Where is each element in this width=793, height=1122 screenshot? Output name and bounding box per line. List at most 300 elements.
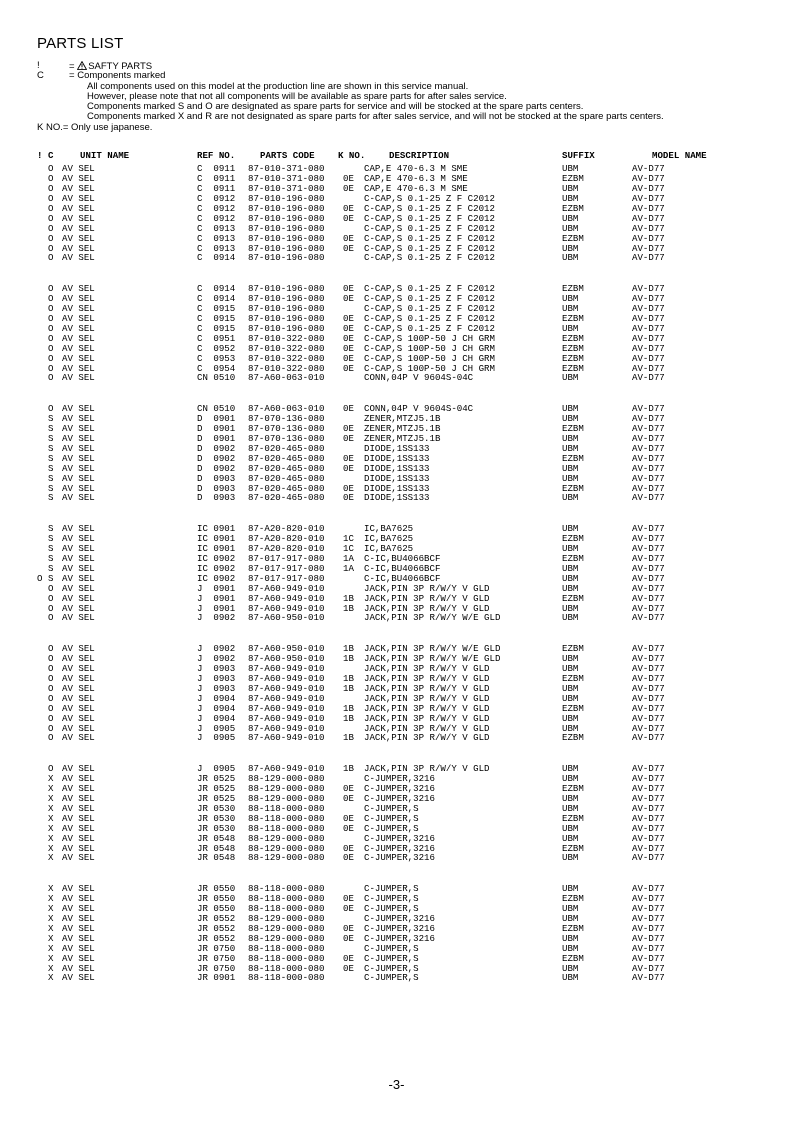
row-model-name: AV-D77 (632, 763, 665, 774)
row-class: S (48, 572, 54, 584)
row-class: O (48, 612, 54, 624)
row-parts-code: 87-010-371-080 (248, 182, 325, 194)
row-unit-name: AV SEL (62, 532, 95, 544)
row-description: JACK,PIN 3P R/W/Y V GLD (364, 702, 490, 714)
row-parts-code: 87-A20-820-010 (248, 542, 325, 554)
row-unit-name: AV SEL (62, 432, 95, 444)
row-model-name: AV-D77 (632, 523, 665, 534)
row-parts-code: 87-010-196-080 (248, 252, 325, 264)
row-suffix: UBM (562, 763, 579, 774)
header-unit-name: UNIT NAME (80, 150, 130, 161)
row-unit-name: AV SEL (62, 542, 95, 554)
row-model-name: AV-D77 (632, 772, 665, 784)
row-suffix: UBM (562, 222, 579, 234)
row-class: S (48, 422, 54, 434)
row-parts-code: 87-017-917-080 (248, 552, 325, 564)
row-ref-no: J 0904 (197, 692, 236, 704)
row-model-name: AV-D77 (632, 472, 665, 484)
row-ref-no: D 0901 (197, 412, 236, 424)
row-unit-name: AV SEL (62, 942, 95, 954)
row-ref-no: JR 0750 (197, 942, 236, 954)
table-row (0, 973, 793, 983)
row-parts-code: 87-A60-949-010 (248, 582, 325, 594)
kno-text: K NO.= Only use japanese. (37, 121, 153, 133)
row-suffix: UBM (562, 822, 579, 834)
row-model-name: AV-D77 (632, 192, 665, 204)
row-description: C-JUMPER,S (364, 822, 419, 834)
row-model-name: AV-D77 (632, 892, 665, 904)
row-suffix: EZBM (562, 332, 584, 344)
row-model-name: AV-D77 (632, 562, 665, 574)
row-suffix: UBM (562, 612, 579, 624)
row-mark: O (37, 572, 43, 584)
row-parts-code: 88-118-000-080 (248, 942, 325, 954)
row-parts-code: 87-017-917-080 (248, 572, 325, 584)
row-suffix: UBM (562, 802, 579, 814)
row-description: IC,BA7625 (364, 523, 414, 534)
row-unit-name: AV SEL (62, 562, 95, 574)
header-c: C (48, 150, 54, 161)
row-suffix: UBM (562, 432, 579, 444)
warning-triangle-icon (77, 61, 87, 70)
row-k-no: 0E (343, 452, 354, 464)
row-ref-no: JR 0550 (197, 892, 236, 904)
row-parts-code: 87-010-196-080 (248, 242, 325, 254)
row-model-name: AV-D77 (632, 782, 665, 794)
row-class: X (48, 932, 54, 944)
table-row (0, 253, 793, 263)
row-model-name: AV-D77 (632, 792, 665, 804)
row-class: X (48, 802, 54, 814)
row-suffix: EZBM (562, 172, 584, 184)
row-class: X (48, 972, 54, 984)
row-ref-no: C 0912 (197, 212, 236, 224)
row-k-no: 1B (343, 702, 354, 714)
row-description: C-JUMPER,3216 (364, 842, 435, 854)
row-unit-name: AV SEL (62, 932, 95, 944)
row-k-no: 0E (343, 202, 354, 214)
row-class: O (48, 342, 54, 354)
row-description: C-IC,BU4066BCF (364, 562, 441, 574)
row-unit-name: AV SEL (62, 352, 95, 364)
row-class: O (48, 202, 54, 214)
row-ref-no: JR 0552 (197, 922, 236, 934)
row-k-no: 0E (343, 952, 354, 964)
row-unit-name: AV SEL (62, 812, 95, 824)
row-suffix: EZBM (562, 312, 584, 324)
row-ref-no: C 0953 (197, 352, 236, 364)
row-model-name: AV-D77 (632, 883, 665, 894)
row-suffix: EZBM (562, 532, 584, 544)
row-description: C-CAP,S 0.1-25 Z F C2012 (364, 292, 495, 304)
row-ref-no: D 0903 (197, 492, 236, 504)
legend-note: However, please note that not all components will be available as spare parts for after sales service. (87, 90, 507, 102)
row-model-name: AV-D77 (632, 582, 665, 594)
row-unit-name: AV SEL (62, 482, 95, 494)
row-unit-name: AV SEL (62, 962, 95, 974)
row-unit-name: AV SEL (62, 452, 95, 464)
row-description: C-JUMPER,S (364, 802, 419, 814)
row-description: JACK,PIN 3P R/W/Y W/E GLD (364, 643, 501, 654)
row-model-name: AV-D77 (632, 682, 665, 694)
row-ref-no: J 0901 (197, 592, 236, 604)
row-class: X (48, 842, 54, 854)
row-unit-name: AV SEL (62, 852, 95, 864)
row-class: S (48, 482, 54, 494)
row-suffix: EZBM (562, 702, 584, 714)
row-model-name: AV-D77 (632, 552, 665, 564)
table-row (0, 474, 793, 484)
row-unit-name: AV SEL (62, 163, 95, 174)
row-k-no: 1B (343, 732, 354, 744)
row-class: S (48, 442, 54, 454)
row-suffix: UBM (562, 322, 579, 334)
row-suffix: UBM (562, 712, 579, 724)
row-suffix: EZBM (562, 922, 584, 934)
row-class: O (48, 212, 54, 224)
row-parts-code: 88-129-000-080 (248, 772, 325, 784)
row-class: O (48, 283, 54, 294)
row-k-no: 1B (343, 592, 354, 604)
row-parts-code: 87-010-196-080 (248, 202, 325, 214)
row-description: C-JUMPER,S (364, 972, 419, 984)
row-suffix: EZBM (562, 592, 584, 604)
row-description: CAP,E 470-6.3 M SME (364, 163, 468, 174)
row-suffix: UBM (562, 932, 579, 944)
row-ref-no: JR 0525 (197, 792, 236, 804)
row-model-name: AV-D77 (632, 432, 665, 444)
row-ref-no: JR 0552 (197, 932, 236, 944)
row-k-no: 0E (343, 232, 354, 244)
row-parts-code: 87-A60-950-010 (248, 612, 325, 624)
row-suffix: UBM (562, 962, 579, 974)
row-unit-name: AV SEL (62, 242, 95, 254)
row-parts-code: 88-129-000-080 (248, 912, 325, 924)
row-model-name: AV-D77 (632, 602, 665, 614)
row-class: O (48, 763, 54, 774)
row-model-name: AV-D77 (632, 572, 665, 584)
row-model-name: AV-D77 (632, 372, 665, 384)
row-parts-code: 87-A60-949-010 (248, 712, 325, 724)
table-row (0, 853, 793, 863)
header-ref-no: REF NO. (197, 150, 236, 161)
row-description: C-JUMPER,3216 (364, 912, 435, 924)
row-suffix: UBM (562, 682, 579, 694)
row-unit-name: AV SEL (62, 802, 95, 814)
row-k-no: 0E (343, 352, 354, 364)
row-parts-code: 88-129-000-080 (248, 782, 325, 794)
row-parts-code: 87-010-196-080 (248, 322, 325, 334)
row-unit-name: AV SEL (62, 222, 95, 234)
row-k-no: 0E (343, 362, 354, 374)
row-ref-no: J 0903 (197, 682, 236, 694)
row-ref-no: C 0914 (197, 292, 236, 304)
legend-kno-row (37, 123, 777, 133)
row-parts-code: 87-010-196-080 (248, 232, 325, 244)
row-unit-name: AV SEL (62, 342, 95, 354)
row-ref-no: J 0905 (197, 722, 236, 734)
row-description: JACK,PIN 3P R/W/Y V GLD (364, 602, 490, 614)
row-ref-no: JR 0550 (197, 902, 236, 914)
row-suffix: UBM (562, 792, 579, 804)
row-model-name: AV-D77 (632, 482, 665, 494)
row-description: IC,BA7625 (364, 542, 414, 554)
row-class: S (48, 492, 54, 504)
row-class: S (48, 472, 54, 484)
row-parts-code: 87-A60-949-010 (248, 682, 325, 694)
row-description: C-JUMPER,3216 (364, 772, 435, 784)
row-parts-code: 88-129-000-080 (248, 852, 325, 864)
row-suffix: EZBM (562, 672, 584, 684)
row-ref-no: D 0902 (197, 452, 236, 464)
row-parts-code: 87-010-322-080 (248, 332, 325, 344)
page-title: PARTS LIST (37, 35, 124, 52)
row-model-name: AV-D77 (632, 643, 665, 654)
row-suffix: UBM (562, 252, 579, 264)
row-k-no: 0E (343, 432, 354, 444)
row-k-no: 0E (343, 852, 354, 864)
row-k-no: 1B (343, 643, 354, 654)
row-ref-no: J 0903 (197, 672, 236, 684)
row-description: C-JUMPER,S (364, 952, 419, 964)
row-parts-code: 88-118-000-080 (248, 892, 325, 904)
row-unit-name: AV SEL (62, 662, 95, 674)
row-k-no: 0E (343, 283, 354, 294)
header-suffix: SUFFIX (562, 150, 595, 161)
table-row (0, 493, 793, 503)
row-model-name: AV-D77 (632, 352, 665, 364)
row-description: JACK,PIN 3P R/W/Y W/E GLD (364, 652, 501, 664)
row-suffix: UBM (562, 442, 579, 454)
row-suffix: UBM (562, 412, 579, 424)
row-ref-no: IC 0902 (197, 562, 236, 574)
row-k-no: 0E (343, 172, 354, 184)
row-model-name: AV-D77 (632, 362, 665, 374)
row-suffix: UBM (562, 942, 579, 954)
row-class: X (48, 922, 54, 934)
row-k-no: 1B (343, 602, 354, 614)
row-suffix: UBM (562, 972, 579, 984)
row-ref-no: J 0903 (197, 662, 236, 674)
row-class: O (48, 302, 54, 314)
row-class: O (48, 322, 54, 334)
row-unit-name: AV SEL (62, 712, 95, 724)
row-ref-no: J 0902 (197, 652, 236, 664)
row-class: O (48, 712, 54, 724)
row-model-name: AV-D77 (632, 442, 665, 454)
row-description: JACK,PIN 3P R/W/Y W/E GLD (364, 612, 501, 624)
row-k-no: 0E (343, 403, 354, 414)
row-unit-name: AV SEL (62, 722, 95, 734)
row-description: JACK,PIN 3P R/W/Y V GLD (364, 692, 490, 704)
row-unit-name: AV SEL (62, 912, 95, 924)
row-parts-code: 87-A60-063-010 (248, 403, 325, 414)
row-ref-no: C 0911 (197, 172, 236, 184)
row-unit-name: AV SEL (62, 602, 95, 614)
row-model-name: AV-D77 (632, 492, 665, 504)
row-suffix: UBM (562, 523, 579, 534)
row-suffix: EZBM (562, 283, 584, 294)
safety-symbol: ! (37, 60, 40, 71)
row-class: X (48, 892, 54, 904)
header-model-name: MODEL NAME (652, 150, 707, 161)
row-unit-name: AV SEL (62, 422, 95, 434)
row-class: O (48, 722, 54, 734)
row-model-name: AV-D77 (632, 812, 665, 824)
row-model-name: AV-D77 (632, 912, 665, 924)
row-ref-no: C 0915 (197, 312, 236, 324)
row-ref-no: J 0901 (197, 602, 236, 614)
row-parts-code: 87-A20-820-010 (248, 523, 325, 534)
row-suffix: UBM (562, 652, 579, 664)
row-model-name: AV-D77 (632, 922, 665, 934)
row-model-name: AV-D77 (632, 462, 665, 474)
row-ref-no: JR 0525 (197, 772, 236, 784)
row-description: CAP,E 470-6.3 M SME (364, 182, 468, 194)
row-suffix: UBM (562, 582, 579, 594)
row-unit-name: AV SEL (62, 922, 95, 934)
table-group (0, 404, 793, 503)
row-class: X (48, 832, 54, 844)
row-suffix: UBM (562, 462, 579, 474)
row-description: C-CAP,S 0.1-25 Z F C2012 (364, 312, 495, 324)
row-unit-name: AV SEL (62, 883, 95, 894)
row-k-no: 0E (343, 422, 354, 434)
row-suffix: UBM (562, 572, 579, 584)
row-parts-code: 87-010-322-080 (248, 362, 325, 374)
row-parts-code: 88-129-000-080 (248, 932, 325, 944)
table-row (0, 354, 793, 364)
row-parts-code: 87-A60-950-010 (248, 652, 325, 664)
row-parts-code: 87-A60-949-010 (248, 763, 325, 774)
row-description: C-IC,BU4066BCF (364, 572, 441, 584)
row-class: S (48, 542, 54, 554)
row-ref-no: J 0904 (197, 702, 236, 714)
table-row (0, 594, 793, 604)
row-unit-name: AV SEL (62, 732, 95, 744)
table-row (0, 373, 793, 383)
row-model-name: AV-D77 (632, 652, 665, 664)
row-parts-code: 88-129-000-080 (248, 842, 325, 854)
row-model-name: AV-D77 (632, 242, 665, 254)
row-model-name: AV-D77 (632, 422, 665, 434)
row-description: JACK,PIN 3P R/W/Y V GLD (364, 763, 490, 774)
row-model-name: AV-D77 (632, 962, 665, 974)
row-suffix: EZBM (562, 232, 584, 244)
row-parts-code: 87-070-136-080 (248, 432, 325, 444)
row-ref-no: C 0954 (197, 362, 236, 374)
row-class: X (48, 852, 54, 864)
row-model-name: AV-D77 (632, 403, 665, 414)
row-k-no: 0E (343, 462, 354, 474)
row-description: C-CAP,S 100P-50 J CH GRM (364, 352, 495, 364)
row-class: O (48, 692, 54, 704)
row-unit-name: AV SEL (62, 552, 95, 564)
table-group (0, 284, 793, 383)
row-class: X (48, 792, 54, 804)
row-k-no: 1B (343, 672, 354, 684)
row-model-name: AV-D77 (632, 692, 665, 704)
row-unit-name: AV SEL (62, 832, 95, 844)
row-description: C-CAP,S 100P-50 J CH GRM (364, 342, 495, 354)
row-suffix: EZBM (562, 352, 584, 364)
row-class: O (48, 662, 54, 674)
row-ref-no: JR 0901 (197, 972, 236, 984)
row-parts-code: 87-070-136-080 (248, 412, 325, 424)
row-k-no: 0E (343, 812, 354, 824)
row-unit-name: AV SEL (62, 612, 95, 624)
row-ref-no: CN 0510 (197, 403, 236, 414)
row-parts-code: 87-A60-949-010 (248, 732, 325, 744)
row-parts-code: 87-020-465-080 (248, 482, 325, 494)
header-parts-code: PARTS CODE (260, 150, 315, 161)
row-description: C-JUMPER,S (364, 902, 419, 914)
row-class: O (48, 242, 54, 254)
row-parts-code: 88-118-000-080 (248, 822, 325, 834)
row-unit-name: AV SEL (62, 572, 95, 584)
row-suffix: EZBM (562, 782, 584, 794)
row-class: S (48, 462, 54, 474)
row-class: S (48, 552, 54, 564)
row-suffix: UBM (562, 562, 579, 574)
row-parts-code: 87-010-371-080 (248, 172, 325, 184)
row-model-name: AV-D77 (632, 202, 665, 214)
row-ref-no: J 0905 (197, 732, 236, 744)
row-model-name: AV-D77 (632, 302, 665, 314)
row-description: C-CAP,S 100P-50 J CH GRM (364, 332, 495, 344)
row-k-no: 0E (343, 482, 354, 494)
row-parts-code: 87-020-465-080 (248, 472, 325, 484)
legend (37, 61, 777, 133)
row-model-name: AV-D77 (632, 822, 665, 834)
row-description: C-CAP,S 0.1-25 Z F C2012 (364, 252, 495, 264)
row-model-name: AV-D77 (632, 612, 665, 624)
row-k-no: 0E (343, 322, 354, 334)
row-model-name: AV-D77 (632, 283, 665, 294)
row-ref-no: JR 0525 (197, 782, 236, 794)
row-k-no: 0E (343, 892, 354, 904)
row-unit-name: AV SEL (62, 782, 95, 794)
row-description: CONN,04P V 9604S-04C (364, 403, 474, 414)
row-parts-code: 87-A60-949-010 (248, 662, 325, 674)
row-class: O (48, 332, 54, 344)
row-model-name: AV-D77 (632, 952, 665, 964)
row-parts-code: 88-118-000-080 (248, 812, 325, 824)
row-description: DIODE,1SS133 (364, 452, 430, 464)
row-parts-code: 88-118-000-080 (248, 972, 325, 984)
row-k-no: 1B (343, 652, 354, 664)
row-description: DIODE,1SS133 (364, 462, 430, 474)
row-unit-name: AV SEL (62, 643, 95, 654)
row-ref-no: JR 0548 (197, 852, 236, 864)
row-description: C-CAP,S 0.1-25 Z F C2012 (364, 242, 495, 254)
table-group (0, 764, 793, 863)
row-k-no: 1C (343, 542, 354, 554)
row-parts-code: 87-070-136-080 (248, 422, 325, 434)
row-ref-no: J 0901 (197, 582, 236, 594)
row-parts-code: 87-A60-949-010 (248, 692, 325, 704)
row-unit-name: AV SEL (62, 842, 95, 854)
legend-equals: = (69, 70, 75, 82)
row-ref-no: JR 0530 (197, 802, 236, 814)
row-suffix: UBM (562, 692, 579, 704)
row-k-no: 0E (343, 492, 354, 504)
row-ref-no: C 0914 (197, 252, 236, 264)
row-class: S (48, 562, 54, 574)
row-k-no: 0E (343, 292, 354, 304)
row-parts-code: 87-020-465-080 (248, 452, 325, 464)
row-parts-code: 88-118-000-080 (248, 902, 325, 914)
